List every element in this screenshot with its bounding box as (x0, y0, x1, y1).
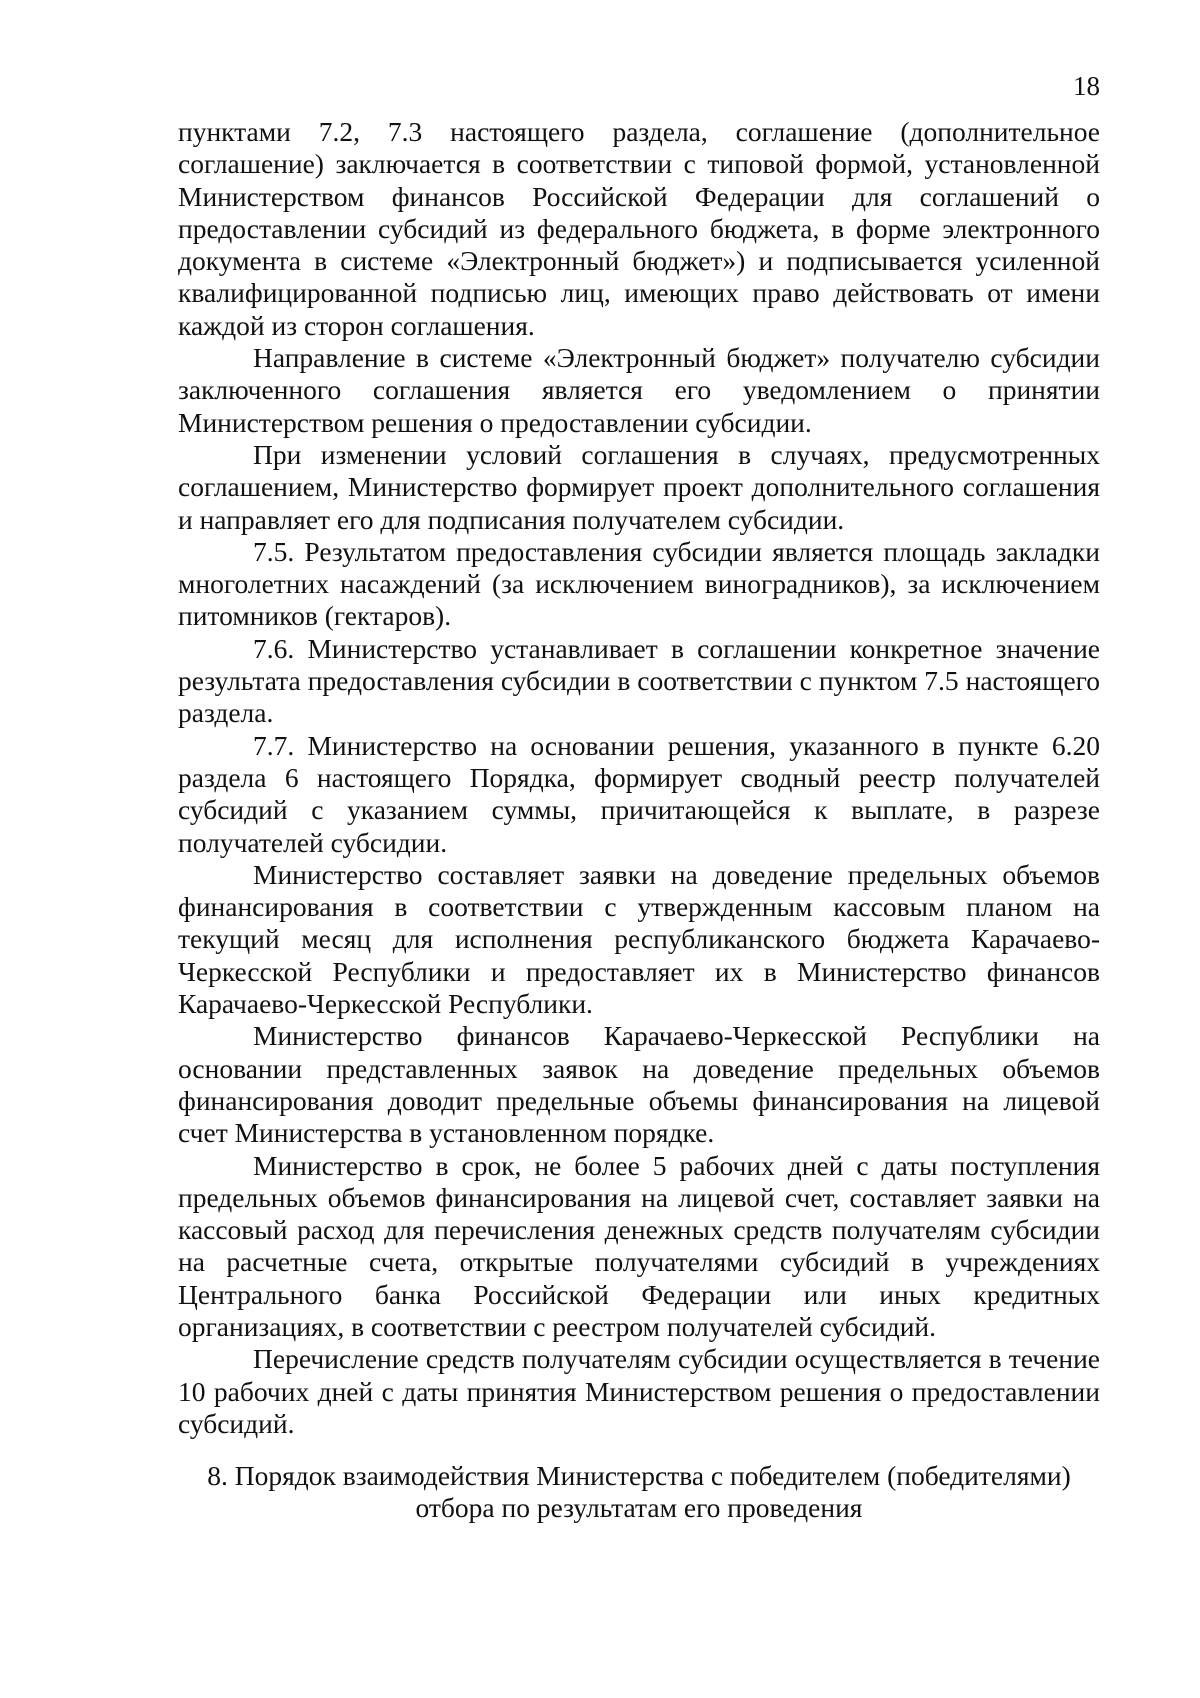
paragraph-funding-requests: Министерство составляет заявки на доведение предельных объемов финансирования в соответствии с утвержденным кассовым планом на текущий месяц для исполнения республиканского бюджета Карачаево-Черкесской Республики и предоставляет их в Министерство финансов Карачаево-Черкесской Республики. (178, 858, 1100, 1020)
paragraph-clause-7-5: 7.5. Результатом предоставления субсидии является площадь закладки многолетних насаждений (за исключением виноградников), за исключением питомников (гектаров). (178, 535, 1100, 632)
paragraph-agreement-changes: При изменении условий соглашения в случаях, предусмотренных соглашением, Министерство формирует проект дополнительного соглашения и направляет его для подписания получателем субсидии. (178, 438, 1100, 535)
section-heading-line-1: 8. Порядок взаимодействия Министерства с победителем (победителями) (207, 1460, 1071, 1491)
paragraph-clause-7-6: 7.6. Министерство устанавливает в соглашении конкретное значение результата предоставления субсидии в соответствии с пунктом 7.5 настоящего раздела. (178, 632, 1100, 729)
page-number: 18 (1073, 71, 1100, 101)
section-8-heading (178, 1460, 1100, 1525)
paragraph-notification: Направление в системе «Электронный бюджет» получателю субсидии заключенного соглашения является его уведомлением о принятии Министерством решения о предоставлении субсидии. (178, 342, 1100, 438)
paragraph-continuation: пунктами 7.2, 7.3 настоящего раздела, соглашение (дополнительное соглашение) заключается в соответствии с типовой формой, установленной Министерством финансов Российской Федерации для соглашений о предоставлении субсидий из федерального бюджета, в форме электронного документа в системе «Электронный бюджет») и подписывается усиленной квалифицированной подписью лиц, имеющих право действовать от имени каждой из сторон соглашения. (178, 116, 1100, 341)
paragraph-ministry-of-finance: Министерство финансов Карачаево-Черкесской Республики на основании представленных заявок на доведение предельных объемов финансирования доводит предельные объемы финансирования на лицевой счет Министерства в установленном порядке. (178, 1020, 1100, 1149)
paragraph-cash-expense: Министерство в срок, не более 5 рабочих дней с даты поступления предельных объемов финансирования на лицевой счет, составляет заявки на кассовый расход для перечисления денежных средств получателям субсидии на расчетные счета, открытые получателями субсидий в учреждениях Центрального банка Российской Федерации или иных кредитных организациях, в соответствии с реестром получателей субсидий. (178, 1149, 1100, 1342)
section-heading-line-2: отбора по результатам его проведения (415, 1492, 863, 1524)
paragraph-clause-7-7: 7.7. Министерство на основании решения, указанного в пункте 6.20 раздела 6 настоящего Порядка, формирует сводный реестр получателей субсидий с указанием суммы, причитающейся к выплате, в разрезе получателей субсидии. (178, 729, 1100, 858)
document-body (178, 116, 1100, 1440)
paragraph-transfer-deadline: Перечисление средств получателям субсидии осуществляется в течение 10 рабочих дней с даты принятия Министерством решения о предоставлении субсидий. (178, 1343, 1100, 1439)
